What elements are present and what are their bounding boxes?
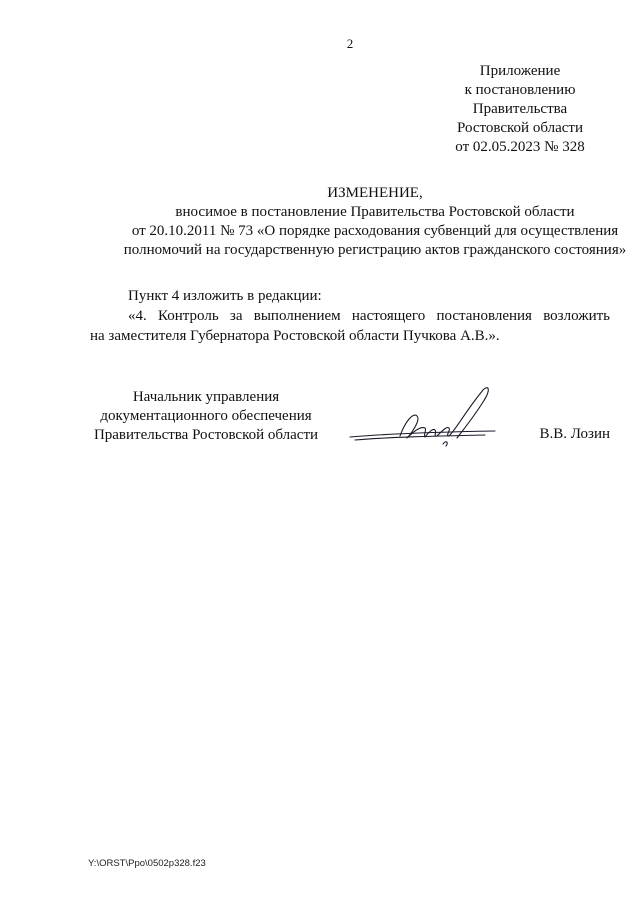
appendix-line: Приложение [479, 63, 561, 79]
position-line: Начальник управления [132, 389, 280, 405]
appendix-line: Ростовской области [457, 120, 583, 136]
document-title [60, 184, 640, 260]
body-paragraph: Пункт 4 изложить в редакции: [128, 288, 322, 304]
body-paragraph: «4. Контроль за выполнением настоящего постановления возложить [128, 308, 610, 324]
document-body [90, 286, 610, 346]
appendix-line: Правительства [472, 101, 568, 117]
appendix-line: от 02.05.2023 № 328 [455, 139, 585, 155]
position-line: Правительства Ростовской области [93, 427, 319, 443]
signatory-position [90, 388, 322, 445]
file-path-footer: Y:\ORST\Ppo\0502p328.f23 [88, 858, 206, 869]
title-line: вносимое в постановление Правительства Ростовской области [175, 204, 575, 220]
appendix-header [430, 62, 610, 157]
signatory-name: В.В. Лозин [539, 426, 610, 442]
page-number: 2 [346, 36, 354, 51]
body-paragraph: на заместителя Губернатора Ростовской области Пучкова А.В.». [90, 328, 500, 344]
title-line: полномочий на государственную регистрацию актов гражданского состояния» [123, 242, 627, 258]
appendix-line: к постановлению [464, 82, 576, 98]
title-line: от 20.10.2011 № 73 «О порядке расходования субвенций для осуществления [131, 223, 619, 239]
handwritten-signature [345, 382, 505, 452]
position-line: документационного обеспечения [100, 408, 312, 424]
title-heading: ИЗМЕНЕНИЕ, [327, 185, 423, 201]
